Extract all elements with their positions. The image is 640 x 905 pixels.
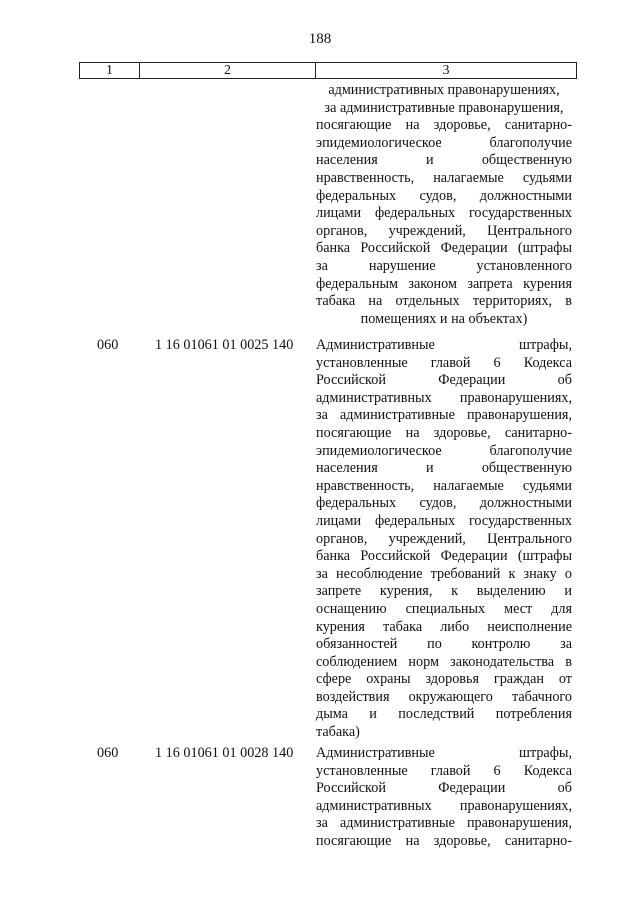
table-header-col-3: 3 bbox=[442, 63, 450, 78]
text-line: Административные штрафы, bbox=[316, 337, 572, 353]
text-line: помещениях и на объектах) bbox=[360, 310, 528, 327]
table-header-col-1: 1 bbox=[80, 63, 140, 78]
text-line: федеральных судов, должностными bbox=[316, 187, 572, 204]
text-line: органов, учреждений, Центрального bbox=[316, 530, 572, 547]
text-line: посягающие на здоровье, санитарно- bbox=[316, 424, 572, 441]
page-number: 188 bbox=[308, 31, 332, 47]
text-line: за административные правонарушения, bbox=[316, 407, 572, 424]
entry-1-description bbox=[316, 337, 572, 742]
text-line: установленные главой 6 Кодекса bbox=[316, 762, 572, 779]
text-line: населения и общественную bbox=[316, 460, 572, 477]
text-line: эпидемиологическое благополучие bbox=[316, 442, 572, 459]
text-line: органов, учреждений, Центрального bbox=[316, 222, 572, 239]
text-line: административных правонарушениях, bbox=[328, 82, 560, 98]
text-line: Российской Федерации об bbox=[316, 372, 572, 389]
text-line: за административные правонарушения, bbox=[324, 99, 564, 116]
text-line: обязанностей по контролю за bbox=[316, 636, 572, 653]
continued-entry-description bbox=[316, 82, 572, 328]
text-line: федеральным законом запрета курения bbox=[316, 275, 572, 292]
table-header-row bbox=[79, 62, 577, 79]
entry-2-description bbox=[316, 745, 572, 851]
text-line: лицами федеральных государственных bbox=[316, 205, 572, 222]
text-line: за административные правонарушения, bbox=[316, 815, 572, 832]
text-line: установленные главой 6 Кодекса bbox=[316, 354, 572, 371]
text-line: банка Российской Федерации (штрафы bbox=[316, 240, 572, 257]
text-line: соблюдением норм законодательства в bbox=[316, 653, 572, 670]
text-line: табака на отдельных территориях, в bbox=[316, 293, 572, 310]
text-line: административных правонарушениях, bbox=[316, 797, 572, 814]
entry-1-kbk: 1 16 01061 01 0025 140 bbox=[155, 337, 294, 353]
text-line: административных правонарушениях, bbox=[316, 389, 572, 406]
text-line: за нарушение установленного bbox=[316, 257, 572, 274]
table-header-col-2: 2 bbox=[140, 63, 316, 78]
text-line: сфере охраны здоровья граждан от bbox=[316, 671, 572, 688]
entry-1-code: 060 bbox=[97, 337, 119, 353]
text-line: табака) bbox=[316, 724, 360, 741]
text-line: нравственность, налагаемые судьями bbox=[316, 169, 572, 186]
text-line: эпидемиологическое благополучие bbox=[316, 134, 572, 151]
entry-2-kbk: 1 16 01061 01 0028 140 bbox=[155, 745, 294, 761]
text-line: посягающие на здоровье, санитарно- bbox=[316, 832, 572, 849]
text-line: Российской Федерации об bbox=[316, 780, 572, 797]
text-line: курения табака либо неисполнение bbox=[316, 618, 572, 635]
text-line: посягающие на здоровье, санитарно- bbox=[316, 117, 572, 134]
text-line: запрете курения, к выделению и bbox=[316, 583, 572, 600]
text-line: воздействия окружающего табачного bbox=[316, 688, 572, 705]
text-line: федеральных судов, должностными bbox=[316, 495, 572, 512]
text-line: за несоблюдение требований к знаку о bbox=[316, 565, 572, 582]
text-line: оснащению специальных мест для bbox=[316, 600, 572, 617]
text-line: Административные штрафы, bbox=[316, 745, 572, 761]
text-line: дыма и последствий потребления bbox=[316, 706, 572, 723]
text-line: банка Российской Федерации (штрафы bbox=[316, 548, 572, 565]
text-line: нравственность, налагаемые судьями bbox=[316, 477, 572, 494]
entry-2-code: 060 bbox=[97, 745, 119, 761]
text-line: населения и общественную bbox=[316, 152, 572, 169]
text-line: лицами федеральных государственных bbox=[316, 512, 572, 529]
